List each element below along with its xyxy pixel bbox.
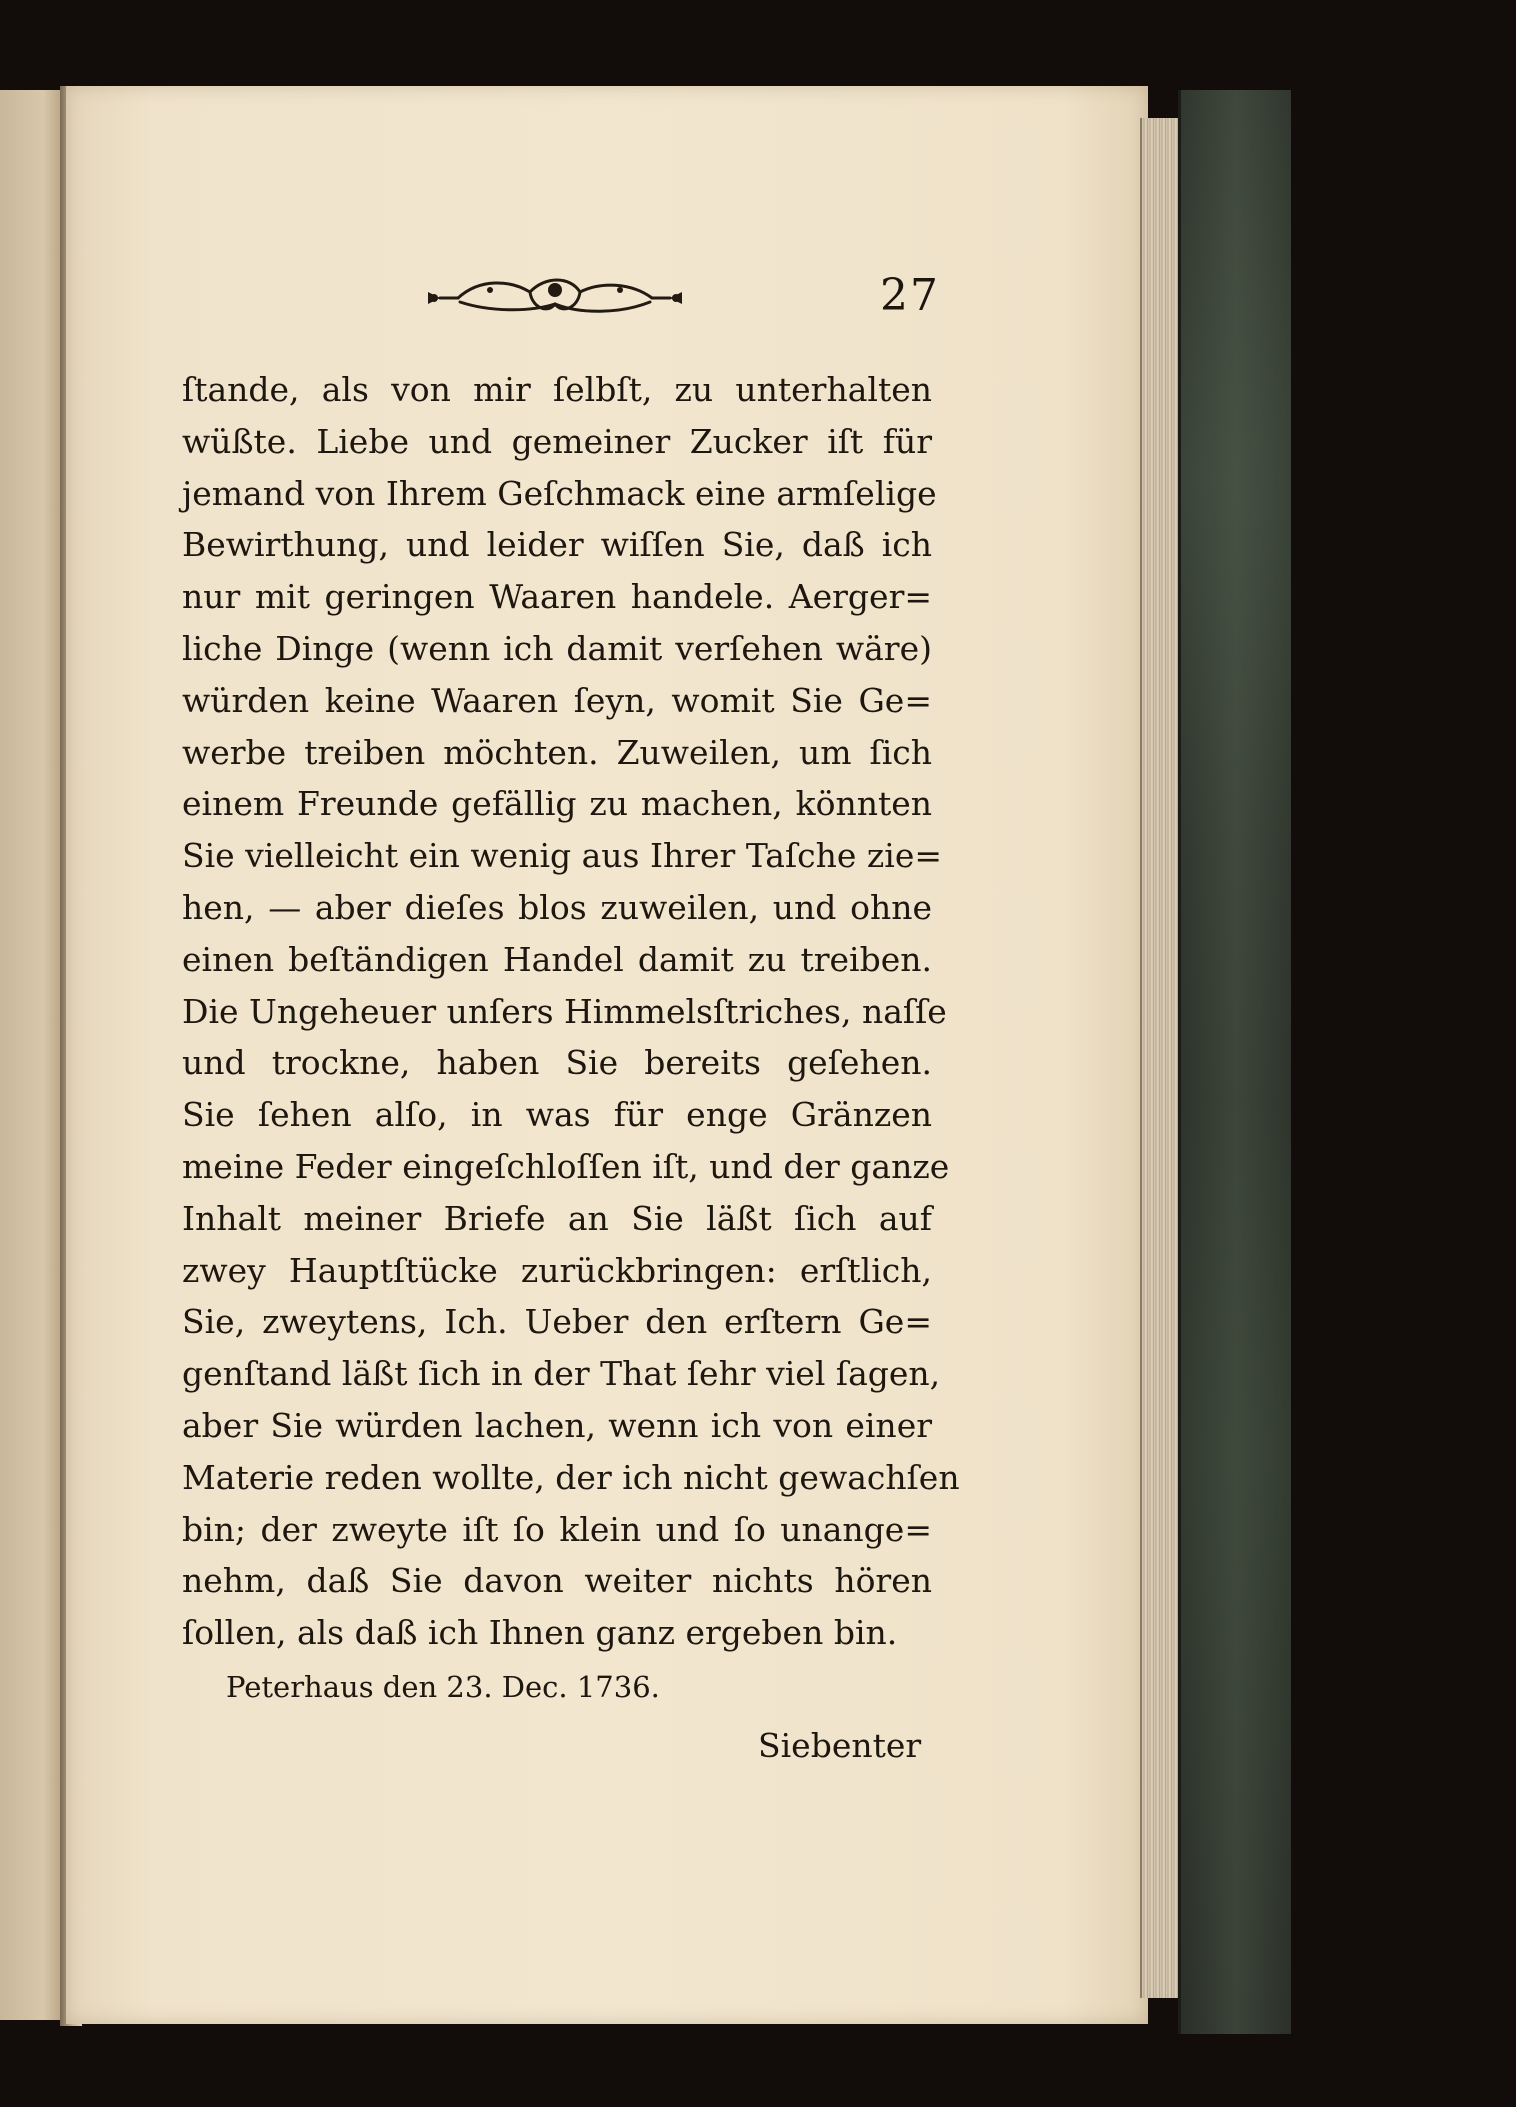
text-line: nehm, daß Sie davon weiter nichts hören	[182, 1561, 932, 1601]
text-line: Sie ſehen alſo, in was für enge Gränzen	[182, 1095, 932, 1135]
body-text	[182, 364, 960, 1659]
text-line: aber Sie würden lachen, wenn ich von einer	[182, 1405, 932, 1445]
text-line: einen beſtändigen Handel damit zu treiben.	[182, 939, 932, 979]
text-line: Sie, zweytens, Ich. Ueber den erſtern Ge=	[182, 1302, 932, 1342]
text-line: hen, — aber dieſes blos zuweilen, und ohne	[182, 887, 932, 927]
text-line: jemand von Ihrem Geſchmack eine armſelige	[182, 473, 937, 513]
catchword: Siebenter	[758, 1726, 922, 1765]
text-line: bin; der zweyte iſt ſo klein und ſo unange=	[182, 1509, 932, 1549]
page-number: 27	[880, 270, 940, 321]
book-cover	[1178, 90, 1291, 2034]
text-line: Sie vielleicht ein wenig aus Ihrer Taſche zie=	[182, 836, 943, 876]
text-line: nur mit geringen Waaren handele. Aerger=	[182, 577, 932, 617]
text-line: zwey Hauptſtücke zurückbringen: erſtlich,	[182, 1250, 932, 1290]
text-line: meine Feder eingeſchloſſen iſt, und der ganze	[182, 1146, 950, 1186]
dateline: Peterhaus den 23. Dec. 1736.	[226, 1670, 660, 1704]
text-line: Materie reden wollte, der ich nicht gewachſen	[182, 1457, 960, 1497]
text-line: Bewirthung, und leider wiſſen Sie, daß ich	[182, 525, 932, 565]
text-line: genſtand läßt ſich in der That ſehr viel ſagen,	[182, 1354, 941, 1394]
printer-ornament-icon	[420, 268, 690, 328]
text-line: und trockne, haben Sie bereits geſehen.	[182, 1043, 932, 1083]
text-line: wüßte. Liebe und gemeiner Zucker iſt für	[182, 421, 932, 461]
text-line: ſollen, als daß ich Ihnen ganz ergeben bin.	[182, 1613, 898, 1653]
text-line: einem Freunde gefällig zu machen, könnten	[182, 784, 932, 824]
text-line: liche Dinge (wenn ich damit verſehen wäre)	[182, 628, 932, 668]
previous-page-edge	[0, 90, 64, 2020]
text-line: Die Ungeheuer unſers Himmelsſtriches, naſſe	[182, 991, 947, 1031]
text-line: Inhalt meiner Briefe an Sie läßt ſich auf	[182, 1198, 932, 1238]
text-line: würden keine Waaren ſeyn, womit Sie Ge=	[182, 680, 932, 720]
text-line: ſtande, als von mir ſelbſt, zu unterhalten	[182, 370, 932, 409]
text-line: werbe treiben möchten. Zuweilen, um ſich	[182, 732, 932, 772]
